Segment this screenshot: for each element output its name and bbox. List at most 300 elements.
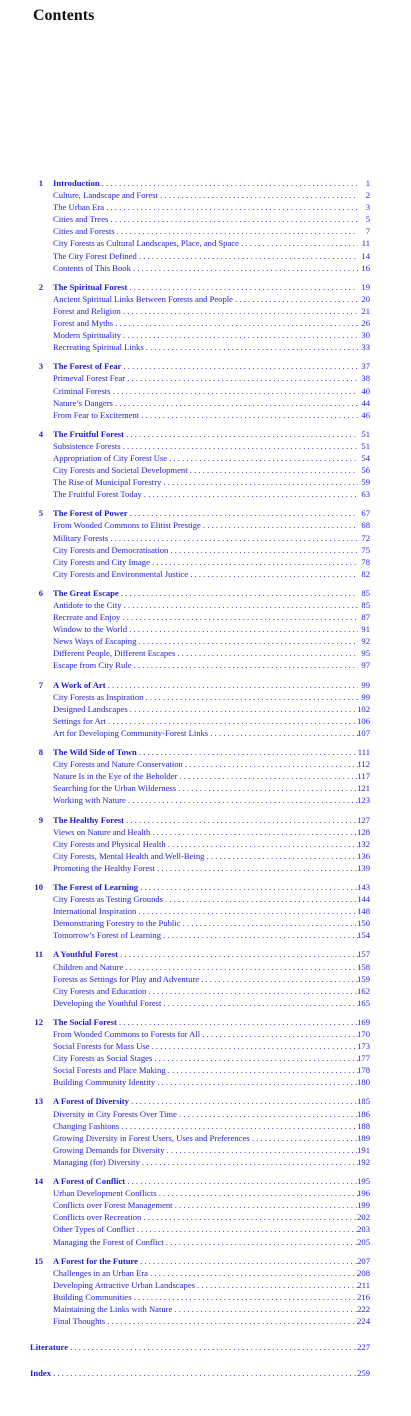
chapter-number: 1 bbox=[38, 178, 43, 188]
section-entry[interactable] bbox=[0, 973, 411, 985]
page-number: 188 bbox=[357, 1120, 370, 1131]
page-number: 159 bbox=[357, 973, 370, 984]
chapter-block bbox=[0, 281, 411, 354]
section-title[interactable]: City Forests, Mental Health and Well-Being bbox=[53, 850, 205, 861]
section-entry[interactable] bbox=[0, 1144, 411, 1156]
chapter-number: 7 bbox=[38, 679, 43, 690]
section-title[interactable]: City Forests and Democratisation bbox=[53, 544, 169, 555]
section-title[interactable]: Building Communities bbox=[53, 1291, 132, 1302]
section-entry[interactable] bbox=[0, 826, 411, 838]
section-entry[interactable] bbox=[0, 961, 411, 973]
section-entry[interactable] bbox=[0, 703, 411, 715]
back-matter-entry[interactable] bbox=[0, 1341, 411, 1353]
section-title[interactable]: City Forests as Cultural Landscapes, Place, and Space bbox=[53, 238, 239, 249]
section-entry[interactable] bbox=[0, 893, 411, 905]
chapter-block bbox=[0, 507, 411, 580]
section-entry[interactable] bbox=[0, 1279, 411, 1291]
section-title-leader bbox=[53, 1211, 358, 1223]
section-entry[interactable] bbox=[0, 1108, 411, 1120]
section-title[interactable]: City Forests and Nature Conservation bbox=[53, 759, 183, 770]
section-entry[interactable] bbox=[0, 1291, 411, 1303]
section-entry[interactable] bbox=[0, 917, 411, 929]
chapter-number: 14 bbox=[34, 1176, 43, 1187]
section-title[interactable]: The City Forest Defined bbox=[53, 250, 137, 261]
page-number: 112 bbox=[357, 759, 370, 770]
section-title-leader bbox=[53, 1064, 358, 1076]
section-title[interactable]: The Fruitful Forest Today bbox=[53, 489, 142, 500]
section-title[interactable]: Settings for Art bbox=[53, 715, 106, 726]
chapter-entry[interactable] bbox=[0, 587, 411, 599]
chapter-entry[interactable] bbox=[0, 1255, 411, 1267]
chapter-number: 12 bbox=[34, 1016, 43, 1027]
page-number: 85 bbox=[361, 600, 370, 610]
section-entry[interactable] bbox=[0, 647, 411, 659]
section-entry[interactable] bbox=[0, 409, 411, 421]
section-entry[interactable] bbox=[0, 1040, 411, 1052]
section-entry[interactable] bbox=[0, 250, 411, 262]
section-title[interactable]: City Forests and Education bbox=[53, 985, 147, 996]
section-entry[interactable] bbox=[0, 1267, 411, 1279]
section-title-leader bbox=[53, 703, 358, 715]
section-title[interactable]: Appropriation of City Forest Use bbox=[53, 452, 168, 463]
section-title-leader bbox=[53, 917, 358, 929]
section-title-leader bbox=[53, 476, 358, 488]
section-title[interactable]: Forest and Myths bbox=[53, 318, 114, 329]
section-entry[interactable] bbox=[0, 556, 411, 568]
section-title-leader bbox=[53, 568, 358, 580]
chapter-number: 5 bbox=[38, 508, 43, 519]
page-number: 68 bbox=[361, 520, 370, 531]
section-title[interactable]: The Urban Era bbox=[53, 202, 105, 213]
section-entry[interactable] bbox=[0, 985, 411, 997]
section-entry[interactable] bbox=[0, 905, 411, 917]
section-title[interactable]: Managing the Forest of Conflict bbox=[53, 1236, 164, 1247]
chapter-entry[interactable] bbox=[0, 428, 411, 440]
table-of-contents bbox=[0, 177, 411, 1379]
section-title[interactable]: Art for Developing Community-Forest Links bbox=[53, 727, 209, 738]
chapter-title[interactable]: The Wild Side of Town bbox=[53, 747, 137, 758]
page-number: 132 bbox=[357, 838, 370, 849]
section-title[interactable]: Promoting the Healthy Forest bbox=[53, 862, 155, 873]
page-number: 33 bbox=[361, 342, 370, 353]
page-number: 85 bbox=[361, 587, 370, 598]
section-title[interactable]: Developing the Youthful Forest bbox=[53, 997, 162, 1008]
chapter-title[interactable]: The Healthy Forest bbox=[53, 814, 124, 825]
section-entry[interactable] bbox=[0, 532, 411, 544]
section-title-leader bbox=[53, 1315, 358, 1327]
chapter-entry[interactable] bbox=[0, 881, 411, 893]
page-number: 16 bbox=[361, 262, 370, 273]
section-title[interactable]: Urban Development Conflicts bbox=[53, 1188, 157, 1199]
page-number: 139 bbox=[357, 862, 370, 873]
section-entry[interactable] bbox=[0, 464, 411, 476]
section-entry[interactable] bbox=[0, 237, 411, 249]
chapter-title[interactable]: The Great Escape bbox=[53, 587, 119, 598]
section-title-leader bbox=[53, 293, 358, 305]
section-entry[interactable] bbox=[0, 440, 411, 452]
page-number: 67 bbox=[361, 508, 370, 519]
section-title-leader bbox=[53, 317, 358, 329]
page-number: 87 bbox=[361, 612, 370, 623]
section-title-leader bbox=[53, 488, 358, 500]
section-title[interactable]: City Forests and City Image bbox=[53, 556, 150, 567]
section-title[interactable]: Different People, Different Escapes bbox=[53, 648, 176, 659]
section-entry[interactable] bbox=[0, 929, 411, 941]
section-entry[interactable] bbox=[0, 225, 411, 237]
section-title-leader bbox=[53, 1279, 358, 1291]
section-entry[interactable] bbox=[0, 1236, 411, 1248]
section-entry[interactable] bbox=[0, 1187, 411, 1199]
chapter-title-leader bbox=[53, 507, 358, 519]
section-title-leader bbox=[53, 794, 358, 806]
section-title[interactable]: Views on Nature and Health bbox=[53, 826, 151, 837]
chapter-title-leader bbox=[53, 746, 358, 758]
page-number: 205 bbox=[357, 1236, 370, 1247]
section-title[interactable]: Culture, Landscape and Forest bbox=[53, 190, 159, 201]
section-title[interactable]: Nature Is in the Eye of the Beholder bbox=[53, 771, 178, 782]
section-title[interactable]: From Fear to Excitement bbox=[53, 409, 140, 420]
section-entry[interactable] bbox=[0, 850, 411, 862]
chapter-block bbox=[0, 814, 411, 874]
chapter-entry[interactable] bbox=[0, 1095, 411, 1107]
chapter-entry[interactable] bbox=[0, 746, 411, 758]
section-entry[interactable] bbox=[0, 213, 411, 225]
section-title[interactable]: City Forests as Testing Grounds bbox=[53, 894, 164, 905]
page-number: 54 bbox=[361, 452, 370, 463]
page-number: 165 bbox=[357, 997, 370, 1008]
section-entry[interactable] bbox=[0, 476, 411, 488]
page-number: 111 bbox=[357, 747, 370, 758]
section-entry[interactable] bbox=[0, 1028, 411, 1040]
section-title[interactable]: Maintaining the Links with Nature bbox=[53, 1303, 173, 1314]
section-title-leader bbox=[53, 727, 358, 739]
section-title[interactable]: Conflicts over Recreation bbox=[53, 1212, 142, 1223]
section-title-leader bbox=[53, 464, 358, 476]
section-entry[interactable] bbox=[0, 599, 411, 611]
section-entry[interactable] bbox=[0, 659, 411, 671]
section-entry[interactable] bbox=[0, 317, 411, 329]
chapter-title[interactable]: A Work of Art bbox=[53, 679, 106, 690]
section-title[interactable]: Searching for the Urban Wilderness bbox=[53, 783, 177, 794]
section-entry[interactable] bbox=[0, 293, 411, 305]
page-number: 63 bbox=[361, 489, 370, 500]
page-number: 21 bbox=[361, 305, 370, 316]
section-entry[interactable] bbox=[0, 201, 411, 213]
page-number: 177 bbox=[357, 1053, 370, 1064]
page-number: 40 bbox=[361, 385, 370, 396]
chapter-block bbox=[0, 746, 411, 806]
chapter-number: 3 bbox=[38, 361, 43, 372]
section-title[interactable]: Cities and Trees bbox=[53, 214, 109, 225]
section-entry[interactable] bbox=[0, 1199, 411, 1211]
section-title[interactable]: Antidote to the City bbox=[53, 600, 122, 610]
section-title[interactable]: International Inspiration bbox=[53, 906, 137, 917]
chapter-number: 6 bbox=[38, 587, 43, 598]
chapter-number: 4 bbox=[38, 428, 43, 439]
chapter-title[interactable]: A Forest of Conflict bbox=[53, 1176, 126, 1187]
page-number: 143 bbox=[357, 881, 370, 892]
section-title[interactable]: Demonstrating Forestry to the Public bbox=[53, 918, 181, 929]
chapter-number: 2 bbox=[38, 281, 43, 292]
chapter-title[interactable]: The Forest of Fear bbox=[53, 361, 122, 372]
section-title-leader bbox=[53, 250, 358, 262]
chapter-title[interactable]: The Social Forest bbox=[53, 1016, 117, 1027]
chapter-block bbox=[0, 948, 411, 1008]
section-title-leader bbox=[53, 1223, 358, 1235]
section-title-leader bbox=[53, 1144, 358, 1156]
section-entry[interactable] bbox=[0, 1223, 411, 1235]
chapter-entry[interactable] bbox=[0, 507, 411, 519]
section-title-leader bbox=[53, 409, 358, 421]
section-title[interactable]: The Rise of Municipal Forestry bbox=[53, 477, 162, 488]
section-entry[interactable] bbox=[0, 997, 411, 1009]
section-entry[interactable] bbox=[0, 262, 411, 274]
section-title[interactable]: City Forests and Societal Development bbox=[53, 465, 188, 476]
page-number: 148 bbox=[357, 906, 370, 917]
section-title[interactable]: City Forests as Inspiration bbox=[53, 691, 144, 702]
section-title-leader bbox=[53, 213, 358, 225]
section-title-leader bbox=[53, 758, 358, 770]
section-title[interactable]: Designed Landscapes bbox=[53, 703, 128, 714]
page-number: 211 bbox=[357, 1279, 370, 1290]
section-entry[interactable] bbox=[0, 397, 411, 409]
chapter-title[interactable]: Introduction bbox=[53, 178, 100, 188]
section-title[interactable]: From Wooded Commons to Elitist Prestige bbox=[53, 520, 201, 531]
section-entry[interactable] bbox=[0, 1120, 411, 1132]
section-entry[interactable] bbox=[0, 1064, 411, 1076]
page-number: 136 bbox=[357, 850, 370, 861]
page-number: 46 bbox=[361, 409, 370, 420]
chapter-title[interactable]: The Forest of Learning bbox=[53, 881, 139, 892]
section-entry[interactable] bbox=[0, 1132, 411, 1144]
chapter-entry[interactable] bbox=[0, 360, 411, 372]
page-number: 195 bbox=[357, 1176, 370, 1187]
section-title[interactable]: Primeval Forest Fear bbox=[53, 373, 126, 384]
section-title[interactable]: Tomorrow’s Forest of Learning bbox=[53, 930, 161, 941]
page-number: 78 bbox=[361, 556, 370, 567]
page-number: 1 bbox=[365, 178, 370, 188]
page-number: 216 bbox=[357, 1291, 370, 1302]
section-entry[interactable] bbox=[0, 341, 411, 353]
section-title[interactable]: Subsistence Forests bbox=[53, 440, 121, 451]
chapter-title[interactable]: A Youthful Forest bbox=[53, 949, 118, 960]
section-entry[interactable] bbox=[0, 727, 411, 739]
section-entry[interactable] bbox=[0, 488, 411, 500]
page-number: 191 bbox=[357, 1144, 370, 1155]
back-matter-leader bbox=[30, 1341, 358, 1353]
chapter-title[interactable]: The Spiritual Forest bbox=[53, 281, 128, 292]
page-number: 56 bbox=[361, 465, 370, 476]
section-title-leader bbox=[53, 905, 358, 917]
section-title[interactable]: Recreate and Enjoy bbox=[53, 612, 121, 623]
section-title[interactable]: Building Community Identity bbox=[53, 1077, 156, 1088]
section-title-leader bbox=[53, 397, 358, 409]
section-title[interactable]: Recreating Spiritual Links bbox=[53, 342, 144, 353]
page-number: 185 bbox=[357, 1096, 370, 1107]
section-title-leader bbox=[53, 532, 358, 544]
section-title[interactable]: Growing Diversity in Forest Users, Uses and Preferences bbox=[53, 1132, 250, 1143]
chapter-title-leader bbox=[53, 587, 358, 599]
section-title[interactable]: Challenges in an Urban Era bbox=[53, 1267, 148, 1278]
section-title[interactable]: Modern Spirituality bbox=[53, 330, 122, 341]
section-entry[interactable] bbox=[0, 770, 411, 782]
section-entry[interactable] bbox=[0, 1211, 411, 1223]
section-title[interactable]: Cities and Forests bbox=[53, 226, 115, 237]
back-matter-entry[interactable] bbox=[0, 1367, 411, 1379]
section-title-leader bbox=[53, 611, 358, 623]
section-entry[interactable] bbox=[0, 372, 411, 384]
section-title[interactable]: Final Thoughts bbox=[53, 1316, 106, 1327]
section-title[interactable]: Working with Nature bbox=[53, 795, 126, 806]
chapter-entry[interactable] bbox=[0, 177, 411, 189]
section-entry[interactable] bbox=[0, 1303, 411, 1315]
section-title[interactable]: Forest and Religion bbox=[53, 305, 121, 316]
section-entry[interactable] bbox=[0, 635, 411, 647]
section-entry[interactable] bbox=[0, 782, 411, 794]
section-title[interactable]: Window to the World bbox=[53, 624, 127, 635]
chapter-entry[interactable] bbox=[0, 948, 411, 960]
section-title-leader bbox=[53, 1156, 358, 1168]
section-title-leader bbox=[53, 452, 358, 464]
page-number: 19 bbox=[361, 281, 370, 292]
section-title[interactable]: Military Forests bbox=[53, 532, 109, 543]
section-title-leader bbox=[53, 782, 358, 794]
chapter-entry[interactable] bbox=[0, 814, 411, 826]
section-entry[interactable] bbox=[0, 691, 411, 703]
section-entry[interactable] bbox=[0, 189, 411, 201]
section-title[interactable]: Growing Demands for Diversity bbox=[53, 1144, 165, 1155]
chapter-entry[interactable] bbox=[0, 679, 411, 691]
chapter-title[interactable]: The Forest of Power bbox=[53, 508, 128, 519]
section-entry[interactable] bbox=[0, 611, 411, 623]
page-number: 107 bbox=[357, 727, 370, 738]
section-entry[interactable] bbox=[0, 544, 411, 556]
section-entry[interactable] bbox=[0, 1076, 411, 1088]
chapter-title-leader bbox=[53, 881, 358, 893]
section-entry[interactable] bbox=[0, 758, 411, 770]
section-title-leader bbox=[53, 770, 358, 782]
section-entry[interactable] bbox=[0, 519, 411, 531]
page-number: 144 bbox=[357, 894, 370, 905]
section-title[interactable]: From Wooded Commons to Forests for All bbox=[53, 1029, 201, 1039]
section-entry[interactable] bbox=[0, 794, 411, 806]
section-entry[interactable] bbox=[0, 862, 411, 874]
section-title[interactable]: Changing Fashions bbox=[53, 1120, 120, 1131]
section-entry[interactable] bbox=[0, 838, 411, 850]
section-entry[interactable] bbox=[0, 568, 411, 580]
page-number: 259 bbox=[357, 1368, 370, 1379]
back-matter-leader bbox=[30, 1367, 358, 1379]
chapter-entry[interactable] bbox=[0, 1016, 411, 1028]
page-number: 196 bbox=[357, 1188, 370, 1199]
page-number: 102 bbox=[357, 703, 370, 714]
section-title-leader bbox=[53, 1108, 358, 1120]
section-title[interactable]: Escape from City Rule bbox=[53, 660, 132, 671]
section-title[interactable]: City Forests as Social Stages bbox=[53, 1053, 153, 1064]
section-title[interactable]: Managing (for) Diversity bbox=[53, 1156, 140, 1167]
section-entry[interactable] bbox=[0, 452, 411, 464]
section-entry[interactable] bbox=[0, 715, 411, 727]
page-number: 203 bbox=[357, 1224, 370, 1235]
section-title[interactable]: Forests as Settings for Play and Adventure bbox=[53, 973, 200, 984]
page-number: 123 bbox=[357, 795, 370, 806]
section-title[interactable]: Social Forests and Place Making bbox=[53, 1065, 166, 1076]
chapter-block bbox=[0, 881, 411, 941]
section-title[interactable]: Other Types of Conflict bbox=[53, 1224, 135, 1235]
section-title-leader bbox=[53, 225, 358, 237]
section-entry[interactable] bbox=[0, 1156, 411, 1168]
section-title-leader bbox=[53, 372, 358, 384]
section-title-leader bbox=[53, 1132, 358, 1144]
chapter-title[interactable]: A Forest of Diversity bbox=[53, 1096, 129, 1107]
section-title[interactable]: Contents of This Book bbox=[53, 262, 131, 273]
section-title[interactable]: Developing Attractive Urban Landscapes bbox=[53, 1279, 195, 1290]
section-title[interactable]: Ancient Spiritual Links Between Forests and People bbox=[53, 293, 233, 304]
chapter-title[interactable]: A Forest for the Future bbox=[53, 1255, 138, 1266]
section-entry[interactable] bbox=[0, 385, 411, 397]
page-number: 20 bbox=[361, 293, 370, 304]
page-number: 117 bbox=[357, 771, 370, 782]
page-number: 51 bbox=[361, 428, 370, 439]
section-entry[interactable] bbox=[0, 1052, 411, 1064]
chapter-number: 10 bbox=[34, 881, 43, 892]
chapter-entry[interactable] bbox=[0, 1175, 411, 1187]
chapter-title[interactable]: The Fruitful Forest bbox=[53, 428, 124, 439]
section-title[interactable]: News Ways of Escaping bbox=[53, 636, 137, 647]
page-number: 158 bbox=[357, 961, 370, 972]
section-entry[interactable] bbox=[0, 329, 411, 341]
chapter-number: 11 bbox=[34, 949, 43, 960]
section-title-leader bbox=[53, 440, 358, 452]
page-number: 180 bbox=[357, 1077, 370, 1088]
page-number: 128 bbox=[357, 826, 370, 837]
section-entry[interactable] bbox=[0, 623, 411, 635]
section-title-leader bbox=[53, 1187, 358, 1199]
page-number: 170 bbox=[357, 1029, 370, 1039]
section-title-leader bbox=[53, 599, 358, 611]
page-number: 178 bbox=[357, 1065, 370, 1076]
page-number: 192 bbox=[357, 1156, 370, 1167]
chapter-title-leader bbox=[53, 1175, 358, 1187]
section-title-leader bbox=[53, 1076, 358, 1088]
section-title[interactable]: Nature’s Dangers bbox=[53, 397, 113, 408]
chapter-block bbox=[0, 587, 411, 672]
section-title-leader bbox=[53, 201, 358, 213]
section-entry[interactable] bbox=[0, 305, 411, 317]
page-number: 44 bbox=[361, 397, 370, 408]
section-title-leader bbox=[53, 985, 358, 997]
chapter-entry[interactable] bbox=[0, 281, 411, 293]
section-title[interactable]: City Forests and Physical Health bbox=[53, 838, 166, 849]
section-title[interactable]: Conflicts over Forest Management bbox=[53, 1200, 173, 1211]
page-number: 154 bbox=[357, 930, 370, 941]
section-title[interactable]: Children and Nature bbox=[53, 961, 124, 972]
page-number: 30 bbox=[361, 330, 370, 341]
section-title[interactable]: Criminal Forests bbox=[53, 385, 111, 396]
page-number: 207 bbox=[357, 1255, 370, 1266]
back-matter-title[interactable]: Literature bbox=[30, 1342, 69, 1353]
back-matter-title[interactable]: Index bbox=[30, 1368, 52, 1379]
section-title[interactable]: City Forests and Environmental Justice bbox=[53, 568, 189, 579]
chapter-title-leader bbox=[53, 281, 358, 293]
section-title[interactable]: Social Forests for Mass Use bbox=[53, 1041, 150, 1052]
section-entry[interactable] bbox=[0, 1315, 411, 1327]
page-number: 3 bbox=[365, 202, 370, 213]
section-title-leader bbox=[53, 329, 358, 341]
page-number: 173 bbox=[357, 1041, 370, 1052]
section-title[interactable]: Diversity in City Forests Over Time bbox=[53, 1108, 177, 1119]
page-number: 5 bbox=[365, 214, 370, 225]
